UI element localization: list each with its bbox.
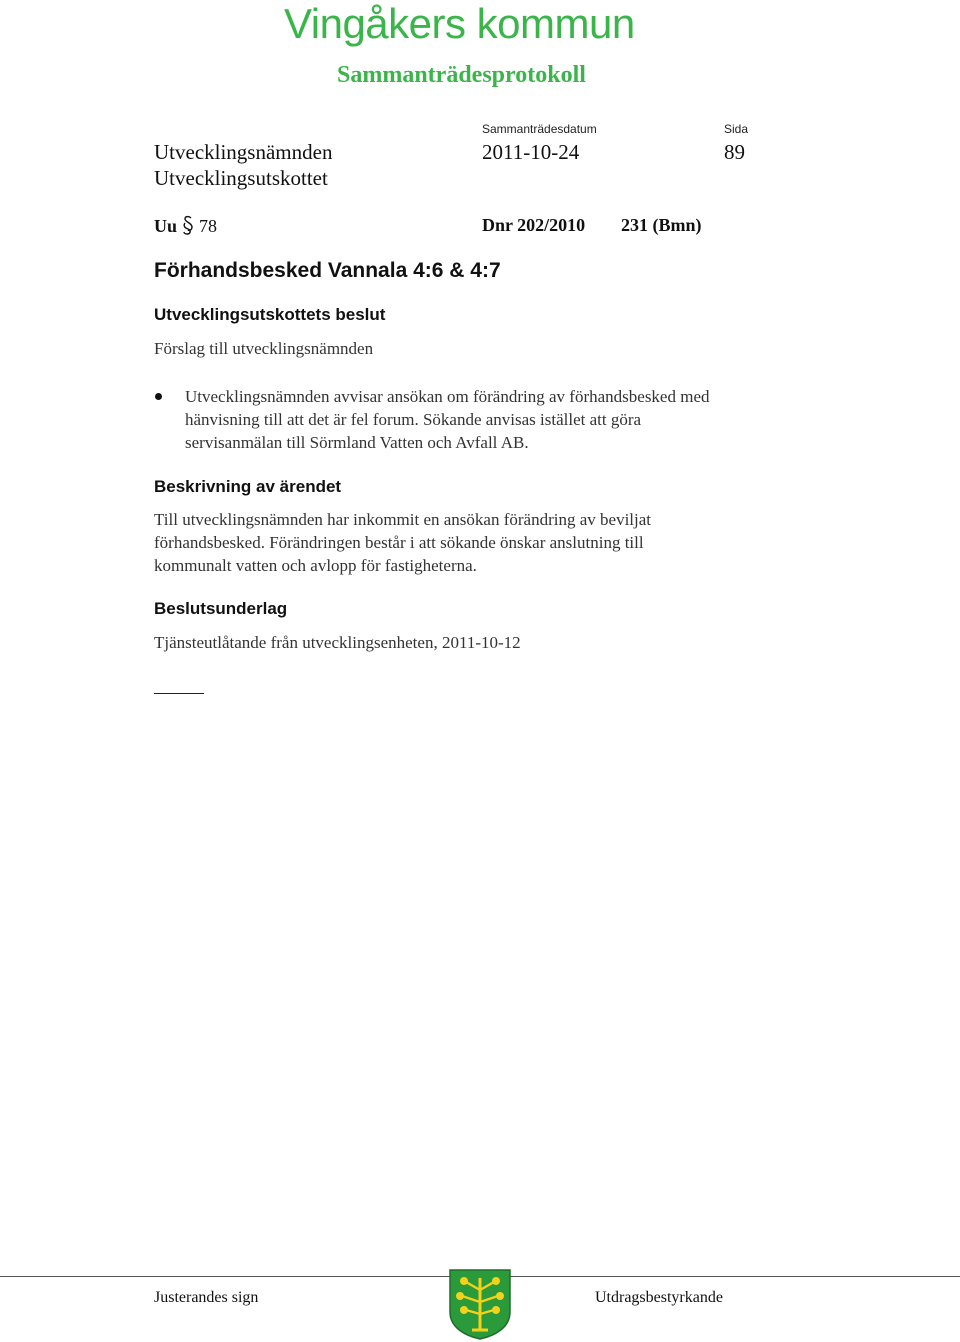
description-heading: Beskrivning av ärendet bbox=[154, 477, 342, 496]
decision-bullet bbox=[185, 385, 710, 454]
coat-of-arms-icon bbox=[448, 1268, 512, 1340]
document-type: Sammanträdesprotokoll bbox=[337, 62, 586, 88]
date-label: Sammanträdesdatum bbox=[482, 122, 597, 136]
case-title: Förhandsbesked Vannala 4:6 & 4:7 bbox=[154, 259, 501, 282]
basis-text: Tjänsteutlåtande från utvecklingsenheten, 2011-10-12 bbox=[154, 633, 521, 652]
description-line: kommunalt vatten och avlopp för fastigheterna. bbox=[154, 556, 477, 575]
decision-bullet-line: hänvisning till att det är fel forum. Sökande anvisas istället att göra bbox=[185, 410, 642, 429]
description-line: förhandsbesked. Förändringen består i att sökande önskar anslutning till bbox=[154, 533, 644, 552]
committee-name: Utvecklingsnämnden bbox=[154, 140, 333, 164]
section-sign-icon bbox=[181, 215, 195, 235]
page-label: Sida bbox=[724, 122, 749, 136]
subcommittee-name: Utvecklingsutskottet bbox=[154, 166, 328, 190]
certification-label: Utdragsbestyrkande bbox=[595, 1289, 723, 1306]
page-number: 89 bbox=[724, 140, 745, 164]
dnr-suffix: 231 (Bmn) bbox=[621, 215, 702, 235]
signature-label: Justerandes sign bbox=[154, 1289, 259, 1306]
decision-bullet-line: Utvecklingsnämnden avvisar ansökan om förändring av förhandsbesked med bbox=[185, 387, 710, 406]
decision-bullet-line: servisanmälan till Sörmland Vatten och Avfall AB. bbox=[185, 433, 529, 452]
section-number: 78 bbox=[199, 216, 218, 236]
end-rule bbox=[154, 693, 204, 694]
dnr-label: Dnr 202/2010 bbox=[482, 215, 586, 235]
basis-heading: Beslutsunderlag bbox=[154, 599, 288, 618]
diary-suffix bbox=[621, 215, 702, 236]
diary-number bbox=[482, 215, 585, 236]
decision-subheading: Förslag till utvecklingsnämnden bbox=[154, 339, 374, 358]
description-text bbox=[154, 508, 651, 577]
section-reference bbox=[154, 215, 217, 237]
bullet-dot bbox=[155, 393, 162, 400]
section-prefix: Uu bbox=[154, 216, 178, 236]
decision-heading: Utvecklingsutskottets beslut bbox=[154, 305, 386, 324]
organization-name: Vingåkers kommun bbox=[284, 0, 635, 47]
meeting-date: 2011-10-24 bbox=[482, 140, 580, 164]
description-line: Till utvecklingsnämnden har inkommit en ansökan förändring av beviljat bbox=[154, 510, 652, 529]
